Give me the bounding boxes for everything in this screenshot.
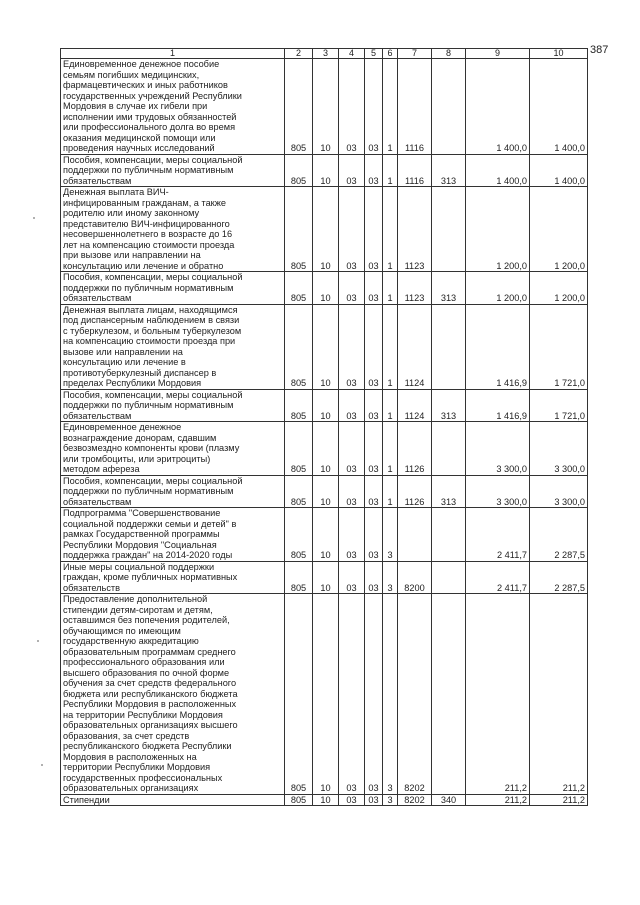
cell-c3: 10	[313, 508, 339, 562]
cell-c4: 03	[339, 594, 365, 795]
table-row	[61, 154, 588, 187]
cell-c9: 3 300,0	[466, 422, 530, 476]
cell-c4: 03	[339, 561, 365, 594]
cell-c5: 03	[365, 794, 383, 806]
column-header: 7	[398, 49, 432, 59]
cell-c3: 10	[313, 389, 339, 422]
scan-speck	[33, 217, 35, 219]
cell-c6: 1	[383, 59, 398, 155]
cell-c7: 8200	[398, 561, 432, 594]
cell-c6: 1	[383, 304, 398, 389]
row-name: Единовременное денежное пособие семьям погибших медицинских, фармацевтических и иных работников государственных учреждений Республики Мордовия в случае их гибели при исполнении ими трудовых обязанностей или профессионального долга во время оказания медицинской помощи или проведения научных исследований	[61, 59, 285, 155]
cell-c4: 03	[339, 59, 365, 155]
column-header: 3	[313, 49, 339, 59]
column-header: 5	[365, 49, 383, 59]
row-name: Иные меры социальной поддержки граждан, кроме публичных нормативных обязательств	[61, 561, 285, 594]
cell-c8	[432, 422, 466, 476]
cell-c6: 3	[383, 561, 398, 594]
cell-c2: 805	[285, 272, 313, 305]
cell-c8	[432, 508, 466, 562]
cell-c4: 03	[339, 304, 365, 389]
column-header: 9	[466, 49, 530, 59]
cell-c7	[398, 508, 432, 562]
cell-c4: 03	[339, 475, 365, 508]
cell-c6: 1	[383, 154, 398, 187]
cell-c2: 805	[285, 475, 313, 508]
cell-c3: 10	[313, 594, 339, 795]
cell-c10: 211,2	[530, 594, 588, 795]
cell-c3: 10	[313, 187, 339, 272]
cell-c8: 340	[432, 794, 466, 806]
cell-c8: 313	[432, 389, 466, 422]
cell-c5: 03	[365, 508, 383, 562]
cell-c9: 1 200,0	[466, 272, 530, 305]
cell-c8: 313	[432, 475, 466, 508]
cell-c6: 3	[383, 794, 398, 806]
row-name: Денежная выплата ВИЧ- инфицированным гражданам, а также родителю или иному законному представителю ВИЧ-инфицированного несовершеннолетнего в возрасте до 16 лет на компенсацию стоимости проезда при вызове или направлении на консультацию или лечение и обратно	[61, 187, 285, 272]
row-name: Подпрограмма "Совершенствование социальной поддержки семьи и детей" в рамках Государственной программы Республики Мордовия "Социальная поддержка граждан" на 2014-2020 годы	[61, 508, 285, 562]
cell-c3: 10	[313, 794, 339, 806]
cell-c10: 1 200,0	[530, 187, 588, 272]
row-name: Пособия, компенсации, меры социальной поддержки по публичным нормативным обязательствам	[61, 389, 285, 422]
column-header: 10	[530, 49, 588, 59]
cell-c8: 313	[432, 272, 466, 305]
cell-c5: 03	[365, 187, 383, 272]
cell-c2: 805	[285, 154, 313, 187]
cell-c5: 03	[365, 561, 383, 594]
cell-c3: 10	[313, 154, 339, 187]
table-row	[61, 594, 588, 795]
cell-c3: 10	[313, 304, 339, 389]
cell-c9: 3 300,0	[466, 475, 530, 508]
cell-c5: 03	[365, 272, 383, 305]
cell-c8	[432, 304, 466, 389]
cell-c4: 03	[339, 154, 365, 187]
cell-c7: 1123	[398, 187, 432, 272]
cell-c2: 805	[285, 594, 313, 795]
table-row	[61, 59, 588, 155]
cell-c10: 1 200,0	[530, 272, 588, 305]
row-name: Пособия, компенсации, меры социальной поддержки по публичным нормативным обязательствам	[61, 475, 285, 508]
cell-c6: 1	[383, 422, 398, 476]
cell-c4: 03	[339, 187, 365, 272]
table-row	[61, 187, 588, 272]
table-row	[61, 561, 588, 594]
budget-table	[60, 48, 588, 806]
cell-c9: 2 411,7	[466, 561, 530, 594]
cell-c2: 805	[285, 794, 313, 806]
table-row	[61, 272, 588, 305]
cell-c10: 3 300,0	[530, 475, 588, 508]
header-row	[61, 49, 588, 59]
cell-c4: 03	[339, 794, 365, 806]
column-header: 1	[61, 49, 285, 59]
cell-c5: 03	[365, 594, 383, 795]
table-row	[61, 794, 588, 806]
cell-c5: 03	[365, 389, 383, 422]
cell-c7: 8202	[398, 794, 432, 806]
cell-c6: 1	[383, 187, 398, 272]
cell-c5: 03	[365, 475, 383, 508]
cell-c6: 3	[383, 594, 398, 795]
cell-c7: 1124	[398, 389, 432, 422]
table-row	[61, 508, 588, 562]
row-name: Пособия, компенсации, меры социальной поддержки по публичным нормативным обязательствам	[61, 154, 285, 187]
page-number: 387	[590, 44, 609, 56]
column-header: 2	[285, 49, 313, 59]
cell-c10: 1 400,0	[530, 154, 588, 187]
row-name: Единовременное денежное вознаграждение донорам, сдавшим безвозмездно компоненты крови (плазму или тромбоциты, или эритроциты) методом афереза	[61, 422, 285, 476]
table-row	[61, 389, 588, 422]
table-row	[61, 475, 588, 508]
scan-speck	[37, 640, 39, 642]
cell-c6: 1	[383, 389, 398, 422]
row-name: Пособия, компенсации, меры социальной поддержки по публичным нормативным обязательствам	[61, 272, 285, 305]
cell-c3: 10	[313, 422, 339, 476]
cell-c2: 805	[285, 187, 313, 272]
cell-c2: 805	[285, 508, 313, 562]
cell-c8	[432, 187, 466, 272]
cell-c2: 805	[285, 561, 313, 594]
cell-c5: 03	[365, 304, 383, 389]
cell-c2: 805	[285, 59, 313, 155]
cell-c8	[432, 594, 466, 795]
cell-c10: 1 400,0	[530, 59, 588, 155]
cell-c9: 1 400,0	[466, 154, 530, 187]
cell-c3: 10	[313, 59, 339, 155]
cell-c9: 1 416,9	[466, 389, 530, 422]
cell-c3: 10	[313, 561, 339, 594]
cell-c9: 1 400,0	[466, 59, 530, 155]
cell-c7: 1124	[398, 304, 432, 389]
cell-c4: 03	[339, 272, 365, 305]
cell-c10: 1 721,0	[530, 389, 588, 422]
cell-c7: 8202	[398, 594, 432, 795]
cell-c7: 1126	[398, 475, 432, 508]
cell-c3: 10	[313, 272, 339, 305]
cell-c10: 211,2	[530, 794, 588, 806]
cell-c9: 1 200,0	[466, 187, 530, 272]
row-name: Предоставление дополнительной стипендии детям-сиротам и детям, оставшимся без попечения родителей, обучающимся по имеющим государственную аккредитацию образовательным программам среднего профессионального образования или высшего образования по очной форме обучения за счет средств федерального бюджета или республиканского бюджета Республики Мордовия в расположенных на территории Республики Мордовия образовательных организациях высшего образования, за счет средств республиканского бюджета Республики Мордовия в расположенных на территории Республики Мордовия государственных профессиональных образовательных организациях	[61, 594, 285, 795]
cell-c5: 03	[365, 422, 383, 476]
column-header: 6	[383, 49, 398, 59]
cell-c4: 03	[339, 422, 365, 476]
table-row	[61, 422, 588, 476]
cell-c9: 211,2	[466, 794, 530, 806]
cell-c8: 313	[432, 154, 466, 187]
cell-c5: 03	[365, 59, 383, 155]
cell-c9: 2 411,7	[466, 508, 530, 562]
scan-speck	[41, 764, 43, 766]
cell-c6: 1	[383, 272, 398, 305]
column-header: 8	[432, 49, 466, 59]
cell-c7: 1116	[398, 154, 432, 187]
cell-c2: 805	[285, 422, 313, 476]
cell-c9: 1 416,9	[466, 304, 530, 389]
cell-c10: 2 287,5	[530, 508, 588, 562]
cell-c10: 3 300,0	[530, 422, 588, 476]
row-name: Денежная выплата лицам, находящимся под диспансерным наблюдением в связи с туберкулезом, и больным туберкулезом на компенсацию стоимости проезда при вызове или направлении на консультацию или лечение в противотуберкулезный диспансер в пределах Республики Мордовия	[61, 304, 285, 389]
cell-c8	[432, 561, 466, 594]
cell-c6: 1	[383, 475, 398, 508]
cell-c5: 03	[365, 154, 383, 187]
cell-c4: 03	[339, 389, 365, 422]
cell-c2: 805	[285, 304, 313, 389]
cell-c8	[432, 59, 466, 155]
cell-c7: 1126	[398, 422, 432, 476]
cell-c10: 1 721,0	[530, 304, 588, 389]
table-row	[61, 304, 588, 389]
cell-c7: 1116	[398, 59, 432, 155]
cell-c10: 2 287,5	[530, 561, 588, 594]
column-header: 4	[339, 49, 365, 59]
cell-c7: 1123	[398, 272, 432, 305]
row-name: Стипендии	[61, 794, 285, 806]
cell-c9: 211,2	[466, 594, 530, 795]
cell-c6: 3	[383, 508, 398, 562]
cell-c2: 805	[285, 389, 313, 422]
cell-c3: 10	[313, 475, 339, 508]
cell-c4: 03	[339, 508, 365, 562]
